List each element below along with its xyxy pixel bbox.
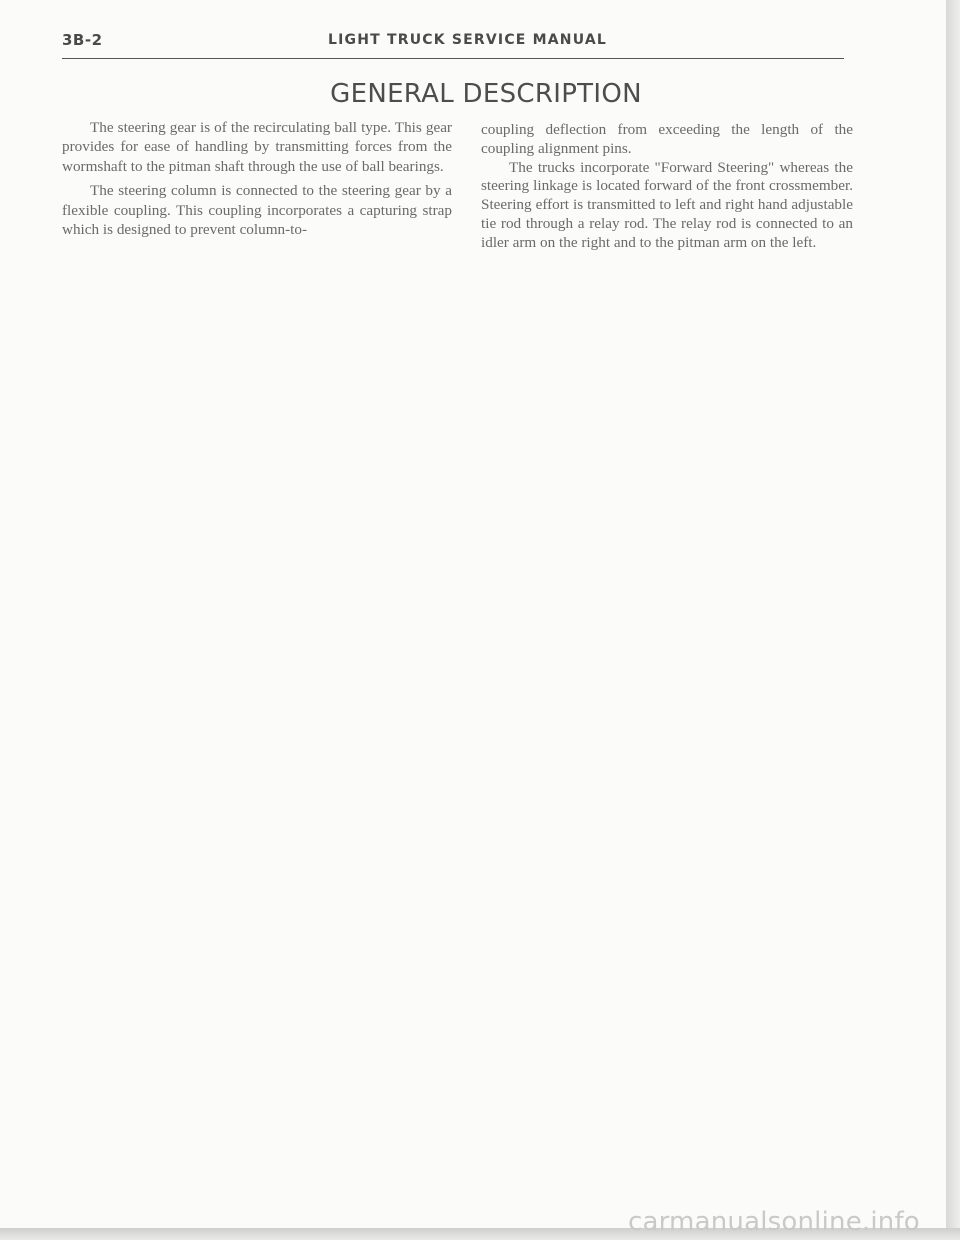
paragraph: The steering column is connected to the steering gear by a flexible coupling. This coupling incorporates a capturing strap which is designed to prevent column-to-	[62, 182, 452, 239]
watermark: carmanualsonline.info	[628, 1207, 920, 1237]
running-title: LIGHT TRUCK SERVICE MANUAL	[328, 32, 608, 48]
paragraph: The steering gear is of the recirculating ball type. This gear provides for ease of handling by transmitting forces from the wormshaft to the pitman shaft through the use of ball bearings.	[62, 119, 452, 175]
page-edge-shadow	[946, 0, 960, 1240]
paragraph: coupling deflection from exceeding the length of the coupling alignment pins.	[481, 121, 853, 157]
paragraph: The trucks incorporate "Forward Steering" whereas the steering linkage is located forward of the front crossmember. Steering effort is transmitted to left and right hand adjustable tie rod through a relay rod. The relay rod is connected to an idler arm on the right and to the pitman arm on the left.	[481, 158, 853, 251]
right-column	[481, 121, 853, 258]
left-column	[62, 118, 452, 244]
section-title: GENERAL DESCRIPTION	[330, 79, 642, 109]
header-rule	[62, 58, 844, 59]
page-number: 3B-2	[62, 31, 103, 49]
